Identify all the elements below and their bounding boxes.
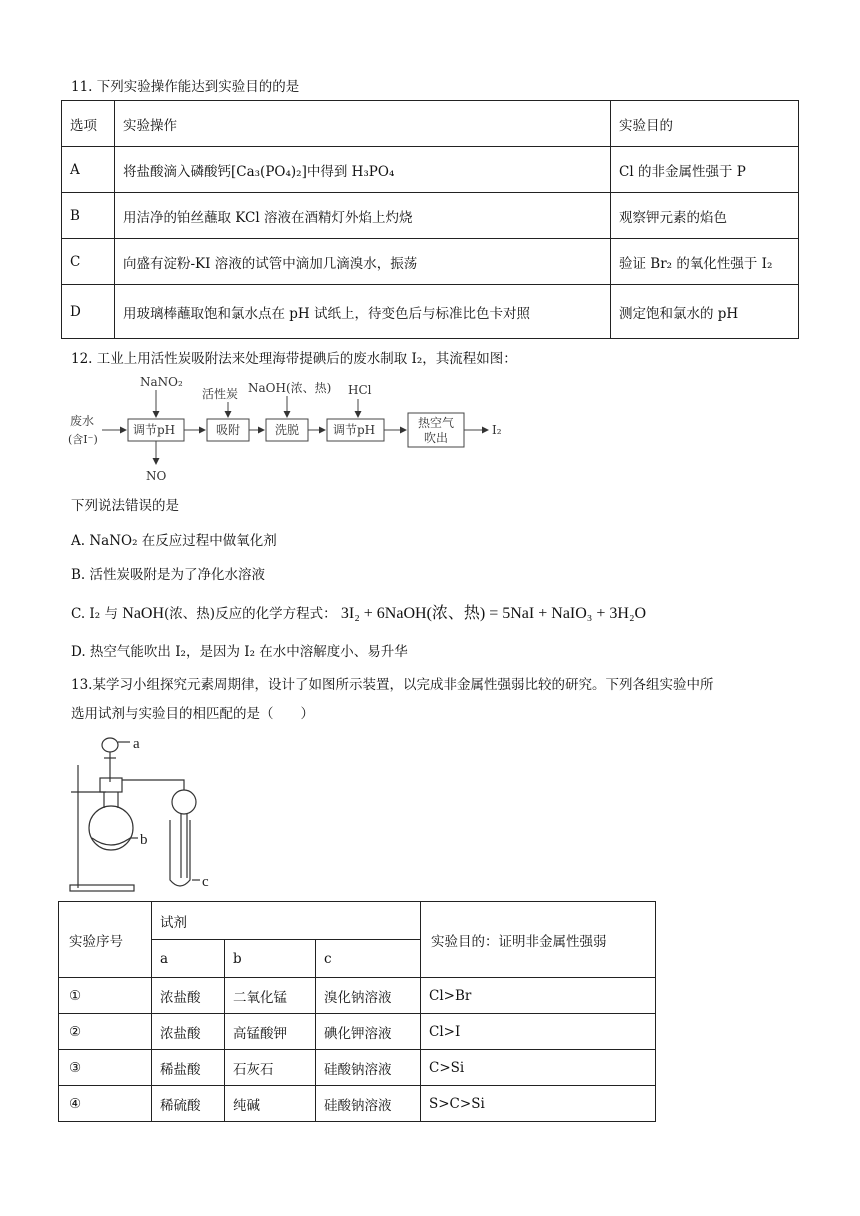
- q13-table: [58, 901, 656, 1122]
- q12-prompt: 下列说法错误的是: [71, 498, 179, 514]
- q13-header-no: 实验序号: [59, 902, 152, 978]
- flask-b: [89, 806, 133, 850]
- label-c: c: [202, 874, 209, 890]
- bulb: [172, 790, 196, 814]
- q13-row-no: ②: [59, 1014, 152, 1050]
- label-b: b: [140, 832, 148, 848]
- q13-stem-line2: 选用试剂与实验目的相匹配的是（ ）: [71, 706, 314, 722]
- flow-step5a: 热空气: [418, 416, 455, 430]
- q11-row-opt: C: [62, 239, 115, 285]
- q11-header-operation: 实验操作: [115, 101, 611, 147]
- q11-row-op: 用玻璃棒蘸取饱和氯水点在 pH 试纸上，待变色后与标准比色卡对照: [115, 285, 611, 339]
- flow-step5b: 吹出: [424, 431, 449, 445]
- flow-reagent4: HCl: [348, 383, 372, 397]
- q11-header-goal: 实验目的: [611, 101, 799, 147]
- funnel-bulb: [102, 738, 118, 752]
- q13-row-goal: S>C>Si: [421, 1086, 656, 1122]
- q12-option-c-naoh: NaOH: [122, 605, 165, 622]
- q11-table: [61, 100, 799, 339]
- q12-option-c: [71, 600, 646, 623]
- q13-row-a: 稀硫酸: [152, 1086, 225, 1122]
- q12-option-c-prefix: C. I₂ 与: [71, 606, 118, 622]
- stand-base: [70, 885, 134, 891]
- q12-option-a: A. NaNO₂ 在反应过程中做氧化剂: [71, 533, 277, 549]
- q12-option-b: B. 活性炭吸附是为了净化水溶液: [71, 567, 266, 583]
- flow-step3: 洗脱: [275, 423, 300, 437]
- q11-stem: 11. 下列实验操作能达到实验目的的是: [71, 79, 300, 95]
- q11-row-op: 将盐酸滴入磷酸钙[Ca₃(PO₄)₂]中得到 H₃PO₄: [115, 147, 611, 193]
- q11-row-op: 向盛有淀粉-KI 溶液的试管中滴加几滴溴水，振荡: [115, 239, 611, 285]
- q13-row-c: 硅酸钠溶液: [316, 1086, 421, 1122]
- flow-step1: 调节pH: [133, 423, 176, 437]
- q13-row-b: 石灰石: [225, 1050, 316, 1086]
- q13-row-no: ①: [59, 978, 152, 1014]
- label-a: a: [133, 736, 140, 752]
- flow-input1: 废水: [70, 414, 95, 428]
- q11-row-opt: D: [62, 285, 115, 339]
- flow-step2: 吸附: [216, 423, 241, 437]
- q13-row-c: 碘化钾溶液: [316, 1014, 421, 1050]
- q11-row-goal: Cl 的非金属性强于 P: [611, 147, 799, 193]
- q11-row-goal: 测定饱和氯水的 pH: [611, 285, 799, 339]
- q11-header-option: 选项: [62, 101, 115, 147]
- q13-row-goal: Cl>Br: [421, 978, 656, 1014]
- q13-row-goal: Cl>I: [421, 1014, 656, 1050]
- q13-row-a: 浓盐酸: [152, 978, 225, 1014]
- q13-row-b: 二氧化锰: [225, 978, 316, 1014]
- q12-stem: 12. 工业上用活性炭吸附法来处理海带提碘后的废水制取 I₂，其流程如图：: [71, 351, 517, 367]
- q13-header-goal: 实验目的：证明非金属性强弱: [421, 902, 656, 978]
- flow-step4: 调节pH: [333, 423, 376, 437]
- flow-reagent1: NaNO₂: [140, 375, 183, 389]
- q11-row-op: 用洁净的铂丝蘸取 KCl 溶液在酒精灯外焰上灼烧: [115, 193, 611, 239]
- delivery-tube: [122, 780, 184, 790]
- q12-option-c-equation: 3I₂ + 6NaOH(浓、热) = 5NaI + NaIO₃ + 3H₂O: [340, 605, 647, 622]
- q13-row-a: 浓盐酸: [152, 1014, 225, 1050]
- q13-row-b: 纯碱: [225, 1086, 316, 1122]
- q13-header-reagent: 试剂: [152, 902, 421, 940]
- q13-row-no: ④: [59, 1086, 152, 1122]
- q12-option-c-mid: (浓、热)反应的化学方程式：: [164, 606, 337, 622]
- flow-reagent2: 活性炭: [202, 387, 239, 401]
- q13-apparatus-diagram: [66, 730, 226, 895]
- q13-row-a: 稀盐酸: [152, 1050, 225, 1086]
- q11-row-goal: 验证 Br₂ 的氧化性强于 I₂: [611, 239, 799, 285]
- q13-subheader-c: c: [316, 940, 421, 978]
- q13-stem-line1: 13.某学习小组探究元素周期律，设计了如图所示装置，以完成非金属性强弱比较的研究。下列各组实验中所: [71, 677, 714, 693]
- flow-input2: (含I⁻): [68, 433, 98, 446]
- q13-row-no: ③: [59, 1050, 152, 1086]
- flow-byproduct: NO: [146, 469, 167, 483]
- flask-stopper: [100, 778, 122, 792]
- q13-row-c: 硅酸钠溶液: [316, 1050, 421, 1086]
- flow-output: I₂: [492, 423, 502, 437]
- q13-row-goal: C>Si: [421, 1050, 656, 1086]
- q13-row-b: 高锰酸钾: [225, 1014, 316, 1050]
- q13-subheader-b: b: [225, 940, 316, 978]
- q11-row-opt: A: [62, 147, 115, 193]
- q11-row-goal: 观察钾元素的焰色: [611, 193, 799, 239]
- flask-liquid: [92, 838, 130, 845]
- q12-flowchart: [60, 370, 520, 488]
- q12-option-d: D. 热空气能吹出 I₂，是因为 I₂ 在水中溶解度小、易升华: [71, 644, 408, 660]
- q13-subheader-a: a: [152, 940, 225, 978]
- flow-reagent3: NaOH(浓、热): [248, 381, 332, 395]
- q13-row-c: 溴化钠溶液: [316, 978, 421, 1014]
- q11-row-opt: B: [62, 193, 115, 239]
